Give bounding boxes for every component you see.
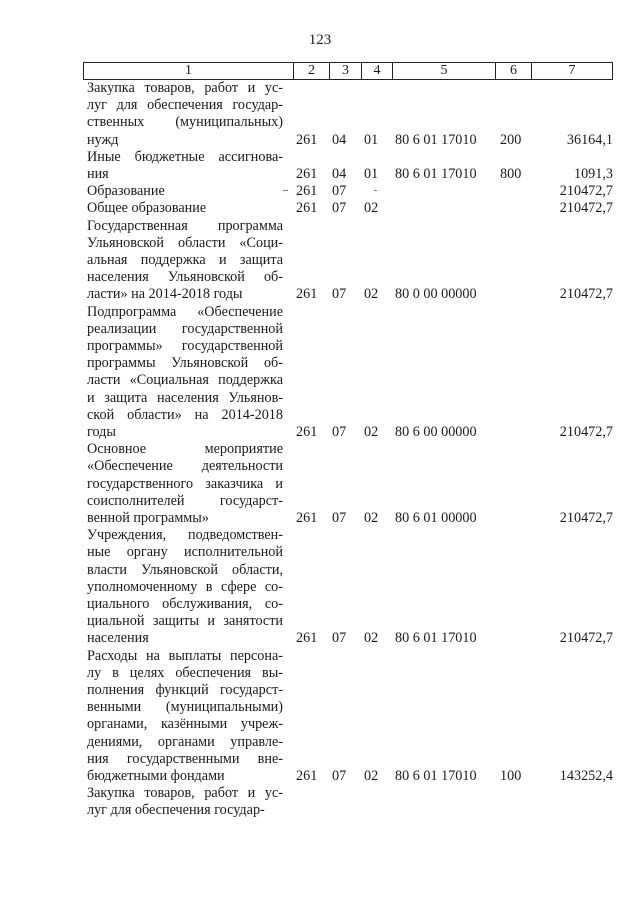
row-name-line: нужд: [87, 131, 119, 148]
row-name-line: населения Ульяновской об-: [87, 269, 283, 286]
row-name-line: ской области» на 2014-2018: [87, 406, 283, 423]
row-name-line: органами, казёнными учреж-: [87, 716, 283, 733]
table-row: [87, 200, 613, 217]
row-amount: 210472,7: [559, 423, 613, 440]
row-name: [87, 200, 283, 217]
row-code-section: 04: [332, 131, 347, 148]
header-col-2: 2: [293, 63, 329, 79]
row-code-expense-type: 200: [500, 131, 522, 148]
row-name: [87, 304, 283, 442]
row-name-line: ния: [87, 166, 109, 182]
row-amount: 210472,7: [559, 509, 613, 526]
row-code-target-article: 80 6 00 00000: [395, 423, 477, 440]
row-name-line: ния государственными вне-: [87, 750, 283, 767]
row-amount: 1091,3: [573, 165, 613, 182]
header-col-4: 4: [361, 63, 392, 79]
row-code-ppp: 261: [296, 767, 318, 784]
row-code-subsection: 02: [364, 630, 379, 647]
page-number: 123: [308, 32, 332, 48]
row-name-line: альная поддержка и защита: [87, 252, 283, 268]
row-name-line: ственных (муниципальных): [87, 114, 283, 131]
row-name-line: и защита населения Ульянов-: [87, 389, 283, 406]
row-name-line: полнения функций государст-: [87, 682, 283, 698]
row-name-line: лу в целях обеспечения вы-: [87, 664, 283, 681]
row-name-line: ласти «Социальная поддержка: [87, 372, 283, 389]
row-name-line: Подпрограмма «Обеспечение: [87, 303, 283, 320]
row-code-expense-type: 100: [500, 767, 522, 784]
row-name-line: дениями, органами управле-: [87, 733, 283, 750]
table-row: [87, 183, 613, 200]
row-name: [87, 648, 283, 786]
row-code-ppp: 261: [296, 286, 318, 303]
row-code-subsection: 02: [364, 423, 379, 440]
row-code-subsection: 01: [364, 131, 379, 148]
row-name-line: Закупка товаров, работ и ус-: [87, 80, 283, 96]
row-name-line: программы» государственной: [87, 338, 283, 354]
row-name-line: государственного заказчика и: [87, 475, 283, 492]
row-name: [87, 527, 283, 647]
row-amount: 210472,7: [559, 200, 613, 217]
row-name-line: «Обеспечение деятельности: [87, 458, 283, 475]
header-col-6: 6: [495, 63, 531, 79]
row-code-target-article: 80 6 01 17010: [395, 165, 477, 182]
row-name: [87, 149, 283, 183]
row-code-section: 07: [332, 286, 347, 303]
row-name-line: Учреждения, подведомствен-: [87, 527, 283, 544]
table-row: [87, 648, 613, 786]
table-row: [87, 527, 613, 647]
row-code-section: 07: [332, 183, 347, 200]
row-code-ppp: 261: [296, 200, 318, 217]
table-row: [87, 304, 613, 442]
row-amount: 210472,7: [559, 630, 613, 647]
row-name-line: программы Ульяновской об-: [87, 355, 283, 372]
row-name: [87, 218, 283, 304]
row-name: [87, 785, 283, 819]
row-name-line: Общее образование: [87, 200, 207, 217]
row-code-expense-type: 800: [500, 165, 522, 182]
row-name-line: луг для обеспечения государ-: [87, 97, 283, 114]
row-name-line: Иные бюджетные ассигнова-: [87, 148, 283, 165]
row-code-target-article: 80 0 00 00000: [395, 286, 477, 303]
row-name-line: Образование: [87, 183, 165, 200]
row-code-ppp: 261: [296, 630, 318, 647]
row-name: [87, 183, 283, 200]
row-name-line: циального обслуживания, со-: [87, 596, 283, 612]
row-name-line: Основное мероприятие: [87, 441, 283, 458]
row-name-line: годы: [87, 424, 116, 441]
row-code-section: 07: [332, 630, 347, 647]
row-code-subsection: 02: [364, 509, 379, 526]
row-code-subsection: 01: [364, 165, 379, 182]
row-name-line: ные органу исполнительной: [87, 544, 283, 561]
row-amount: 210472,7: [559, 286, 613, 303]
row-code-section: 07: [332, 509, 347, 526]
table-row: [87, 785, 613, 819]
row-name-line: венными (муниципальными): [87, 699, 283, 716]
row-code-target-article: 80 6 01 17010: [395, 767, 477, 784]
header-col-1: 1: [185, 63, 192, 78]
header-col-5: 5: [392, 63, 495, 79]
row-name-line: циальной защиты и занятости: [87, 613, 283, 630]
header-col-3: 3: [329, 63, 361, 79]
row-code-section: 07: [332, 423, 347, 440]
scan-mark: [374, 190, 377, 191]
table-row: [87, 149, 613, 183]
table-row: [87, 441, 613, 527]
row-name-line: Закупка товаров, работ и ус-: [87, 785, 283, 802]
row-code-ppp: 261: [296, 165, 318, 182]
row-name-line: бюджетными фондами: [87, 768, 225, 785]
row-code-target-article: 80 6 01 17010: [395, 131, 477, 148]
row-code-subsection: 02: [364, 200, 379, 217]
row-name-line: венной программы»: [87, 510, 209, 526]
row-name-line: Ульяновской области «Соци-: [87, 234, 283, 251]
row-code-ppp: 261: [296, 183, 318, 200]
scan-mark: [283, 190, 288, 191]
row-code-ppp: 261: [296, 131, 318, 148]
row-code-target-article: 80 6 01 00000: [395, 509, 477, 526]
row-code-subsection: 02: [364, 286, 379, 303]
row-name: [87, 80, 283, 149]
row-code-ppp: 261: [296, 509, 318, 526]
row-code-target-article: 80 6 01 17010: [395, 630, 477, 647]
row-code-section: 07: [332, 200, 347, 217]
header-col-7: 7: [531, 63, 612, 79]
row-code-subsection: 02: [364, 767, 379, 784]
row-name-line: уполномоченному в сфере со-: [87, 578, 283, 595]
row-name-line: луг для обеспечения государ-: [87, 802, 265, 819]
row-name-line: ласти» на 2014-2018 годы: [87, 286, 243, 303]
row-code-ppp: 261: [296, 423, 318, 440]
row-code-section: 07: [332, 767, 347, 784]
table-header: [83, 62, 613, 80]
row-name-line: реализации государственной: [87, 320, 283, 337]
table-row: [87, 218, 613, 304]
row-name-line: Государственная программа: [87, 217, 283, 234]
row-amount: 143252,4: [559, 767, 613, 784]
row-name-line: власти Ульяновской области,: [87, 561, 283, 578]
row-name: [87, 441, 283, 527]
row-name-line: населения: [87, 630, 149, 647]
table-row: [87, 80, 613, 149]
row-code-section: 04: [332, 165, 347, 182]
row-amount: 210472,7: [559, 183, 613, 200]
row-amount: 36164,1: [566, 131, 613, 148]
row-name-line: соисполнителей государст-: [87, 492, 283, 509]
row-name-line: Расходы на выплаты персона-: [87, 647, 283, 664]
